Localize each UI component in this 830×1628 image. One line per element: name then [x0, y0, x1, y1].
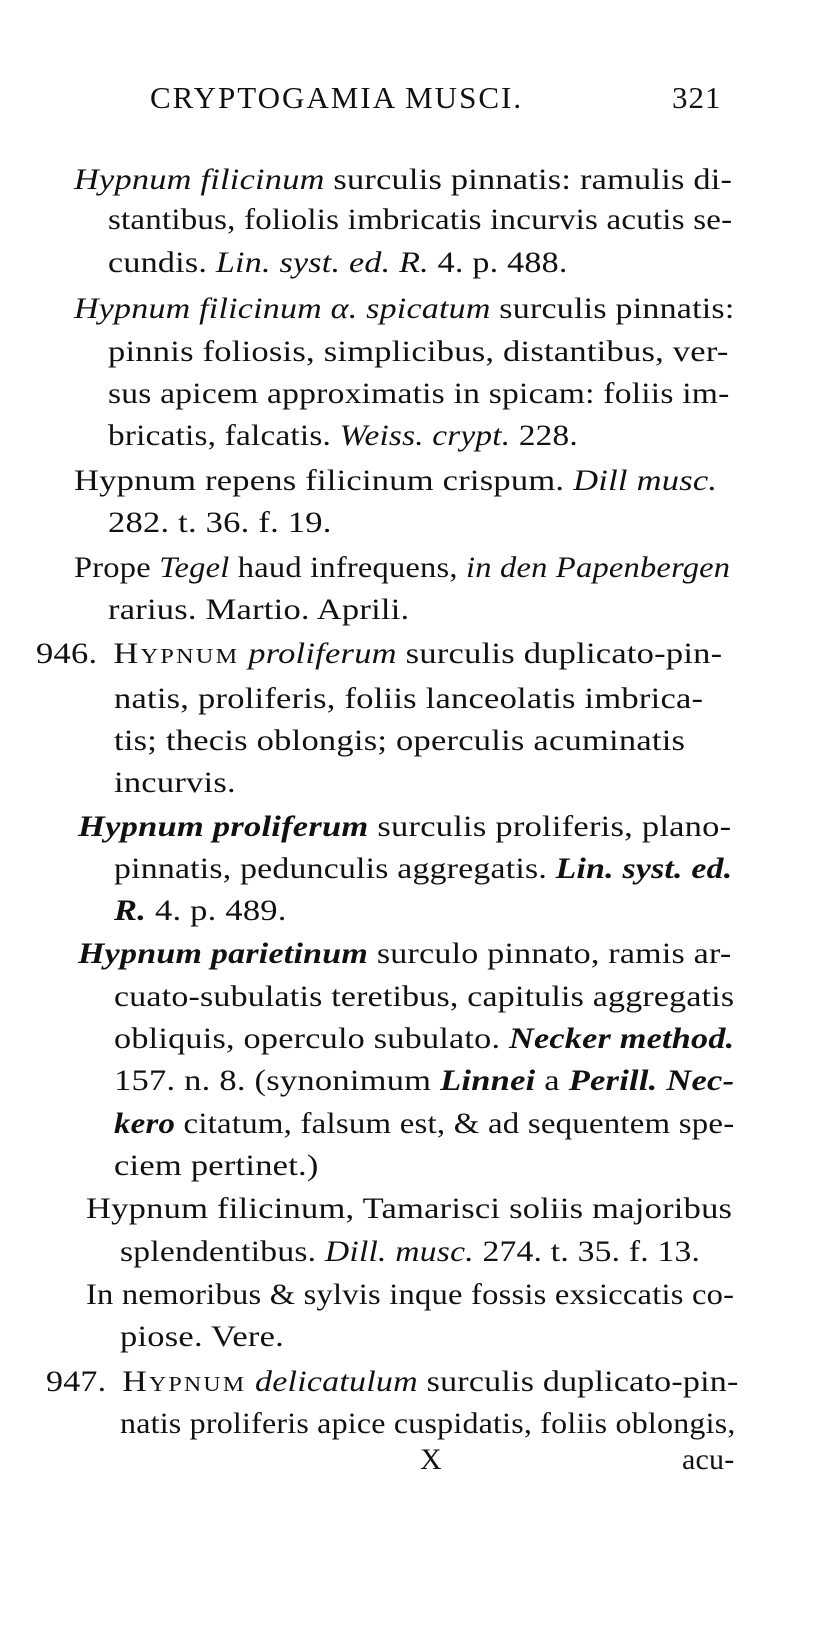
text-line: [74, 548, 730, 588]
text-line: [108, 243, 568, 283]
text-line: [78, 934, 731, 974]
italic-text: Dill. musc.: [324, 1235, 474, 1268]
text-line: [74, 289, 735, 329]
italic-text: Linnei: [440, 1064, 536, 1097]
text-line: [114, 891, 287, 931]
italic-text: Tegel: [159, 551, 230, 584]
text-run: natis, proliferis, foliis lanceolatis imbrica-: [114, 682, 704, 715]
text-line: [114, 1061, 734, 1101]
text-run: 157. n. 8. (synonimum: [114, 1064, 441, 1097]
text-line: [120, 1317, 284, 1357]
text-line: [114, 849, 732, 889]
running-head: CRYPTOGAMIA MUSCI.: [150, 80, 524, 115]
italic-text: delicatulum: [255, 1365, 418, 1398]
text-run: [246, 1365, 255, 1398]
text-run: 274. t. 35. f. 13.: [473, 1235, 701, 1268]
page-number: 321: [672, 80, 722, 115]
text-line: [114, 1146, 319, 1186]
text-line: [86, 1189, 732, 1229]
italic-text: kero: [114, 1107, 176, 1140]
text-run: [239, 637, 248, 670]
italic-text: Lin. syst. ed. R.: [215, 246, 429, 279]
text-line: [120, 1232, 700, 1272]
entry-number: 947.: [46, 1365, 107, 1398]
italic-text: Hypnum filicinum α. spicatum: [74, 292, 491, 325]
text-run: pinnatis, pedunculis aggregatis.: [114, 852, 556, 885]
text-run: bricatis, falcatis.: [108, 419, 340, 452]
text-run: surculis proliferis, plano-: [368, 810, 732, 843]
signature-mark: X: [420, 1443, 442, 1476]
text-run: surculo pinnato, ramis ar-: [368, 937, 732, 970]
text-run: surculis duplicato-pin-: [417, 1365, 739, 1398]
text-run: Hypnum filicinum, Tamarisci soliis majoribus: [86, 1192, 733, 1225]
text-line: [114, 679, 703, 719]
text-line: [108, 374, 730, 414]
text-line: [78, 807, 731, 847]
text-run: sus apicem approximatis in spicam: foliis im-: [108, 377, 730, 410]
text-line: [108, 332, 729, 372]
text-run: surculis duplicato-pin-: [396, 637, 723, 670]
text-line: [86, 1275, 734, 1315]
text-run: incurvis.: [114, 766, 236, 799]
genus-name: Hypnum: [113, 637, 240, 670]
catchword: acu-: [682, 1443, 735, 1476]
text-line: [46, 1362, 739, 1402]
text-run: Prope: [74, 551, 160, 584]
text-run: natis proliferis apice cuspidatis, foliis oblongis,: [120, 1407, 736, 1440]
italic-text: in den Papenbergen: [466, 551, 731, 584]
text-line: [108, 416, 578, 456]
text-line: [108, 200, 732, 240]
italic-text: Hypnum proliferum: [78, 810, 369, 843]
text-run: haud infrequens,: [229, 551, 467, 584]
text-run: pinnis foliosis, simplicibus, distantibus, ver-: [108, 335, 729, 368]
text-run: tis; thecis oblongis; operculis acuminatis: [114, 724, 686, 757]
text-run: surculis pinnatis:: [490, 292, 735, 325]
text-line: [74, 461, 717, 501]
text-run: piose. Vere.: [120, 1320, 285, 1353]
text-run: rarius. Martio. Aprili.: [108, 593, 410, 626]
text-line: [108, 503, 332, 543]
italic-text: Hypnum filicinum: [74, 163, 325, 196]
italic-text: Perill. Nec-: [568, 1064, 735, 1097]
text-run: splendentibus.: [120, 1235, 325, 1268]
text-run: 4. p. 488.: [428, 246, 568, 279]
italic-text: R.: [114, 894, 147, 927]
text-run: a: [535, 1064, 569, 1097]
text-line: [74, 160, 732, 200]
text-run: ciem pertinet.): [114, 1149, 319, 1182]
text-run: obliquis, operculo subulato.: [114, 1022, 510, 1055]
text-run: 4. p. 489.: [146, 894, 287, 927]
genus-name: Hypnum: [122, 1365, 247, 1398]
text-run: surculis pinnatis: ramulis di-: [324, 163, 733, 196]
text-run: In nemoribus & sylvis inque fossis exsiccatis co-: [86, 1278, 735, 1311]
italic-text: Dill musc.: [573, 464, 718, 497]
entry-number: 946.: [36, 637, 98, 670]
text-line: [120, 1404, 736, 1444]
text-line: [108, 590, 409, 630]
italic-text: proliferum: [248, 637, 397, 670]
italic-text: Weiss. crypt.: [339, 419, 511, 452]
text-line: [114, 977, 734, 1017]
text-line: [114, 763, 236, 803]
text-line: [114, 721, 685, 761]
italic-text: Lin. syst. ed.: [555, 852, 733, 885]
text-run: 228.: [510, 419, 578, 452]
text-run: cundis.: [108, 246, 216, 279]
text-run: stantibus, foliolis imbricatis incurvis acutis se-: [108, 203, 733, 236]
text-line: [114, 1019, 734, 1059]
text-run: cuato-subulatis teretibus, capitulis aggregatis: [114, 980, 735, 1013]
italic-text: Hypnum parietinum: [78, 937, 369, 970]
text-line: [36, 634, 722, 674]
text-line: [114, 1104, 734, 1144]
text-run: 282. t. 36. f. 19.: [108, 506, 332, 539]
italic-text: Necker method.: [509, 1022, 735, 1055]
text-run: citatum, falsum est, & ad sequentem spe-: [175, 1107, 735, 1140]
text-run: Hypnum repens filicinum crispum.: [74, 464, 574, 497]
